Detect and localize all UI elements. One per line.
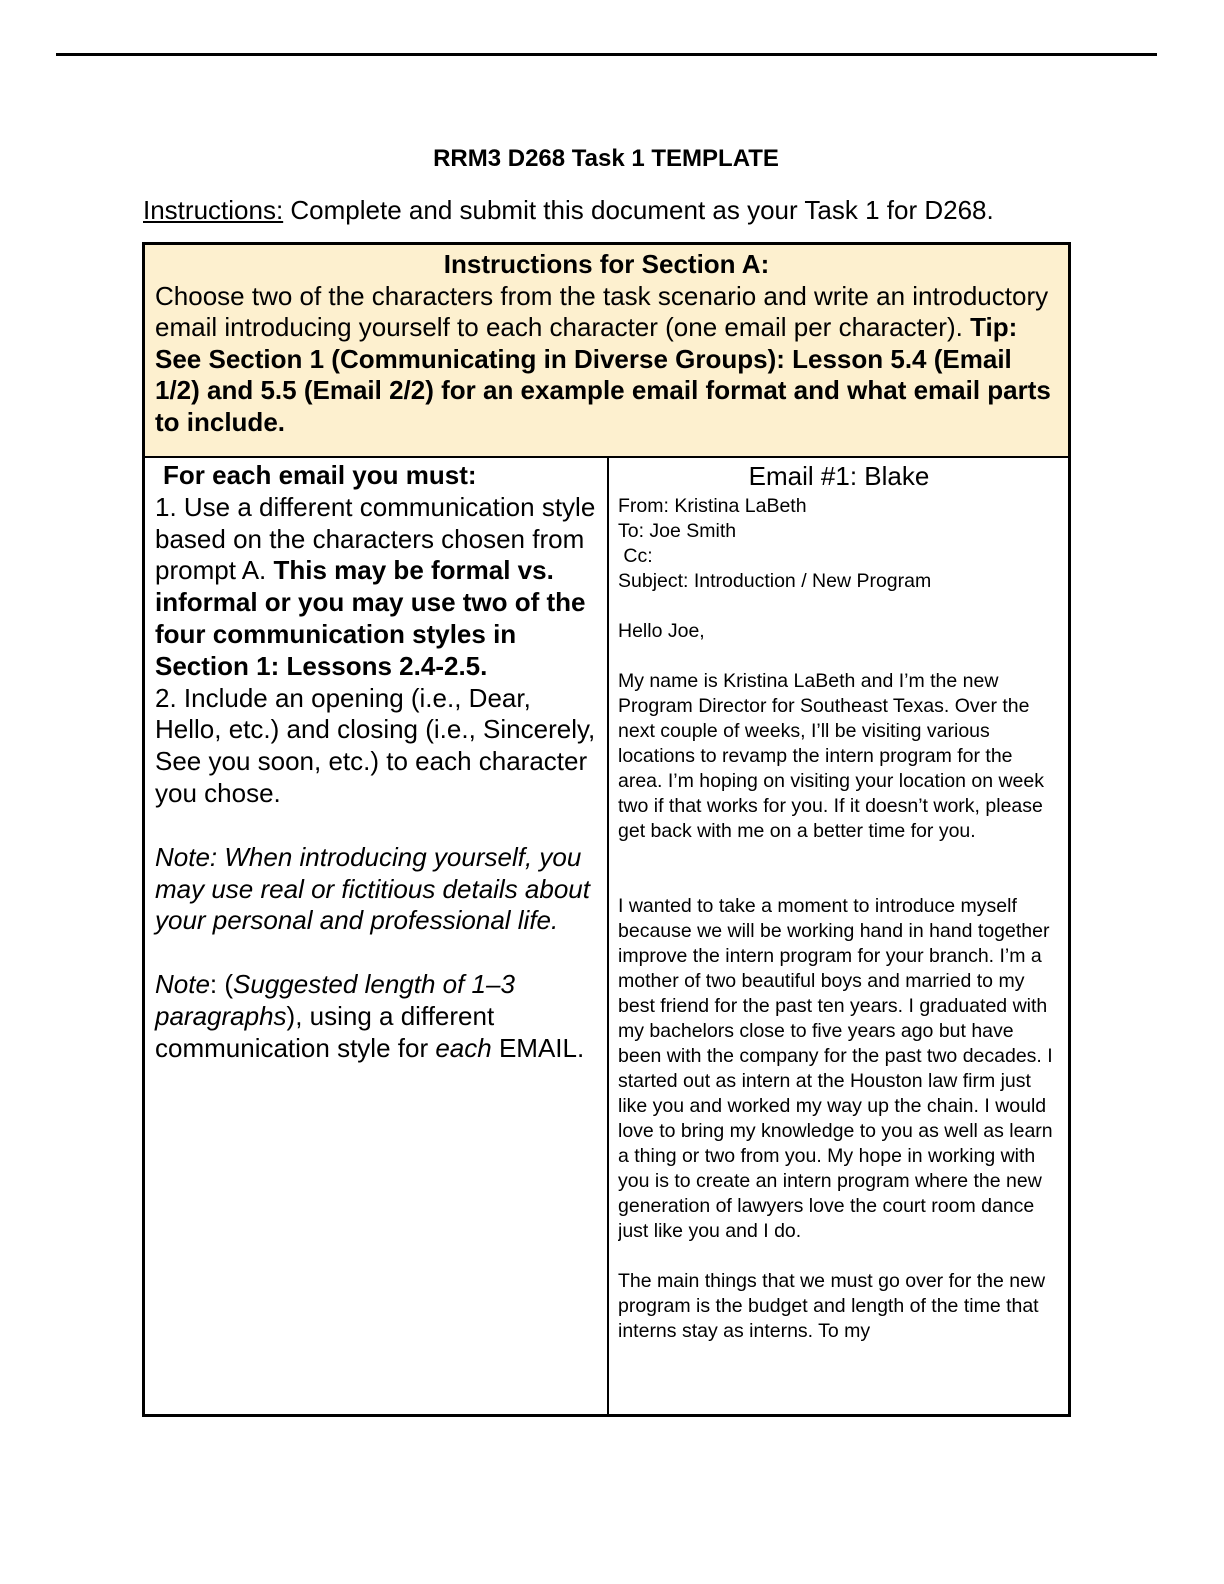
- requirement-item-1: [155, 492, 601, 683]
- email-subject: Subject: Introduction / New Program: [618, 570, 932, 592]
- email-1-cell: [618, 460, 1060, 1412]
- spacer: [618, 844, 1060, 894]
- instructions-text: Complete and submit this document as your Task 1 for D268.: [283, 195, 994, 225]
- section-a-text: [155, 281, 1058, 439]
- requirements-cell: [155, 460, 601, 1065]
- document-title: RRM3 D268 Task 1 TEMPLATE: [433, 145, 779, 172]
- instructions-label: Instructions:: [143, 195, 284, 225]
- spacer: [155, 810, 601, 842]
- email-paragraph-1: My name is Kristina LaBeth and I’m the new Program Director for Southeast Texas. Over the next couple of weeks, I’ll be visiting various locations to revamp the intern program for the area. I’m hoping on visiting your location on week two if that works for you. If it doesn’t work, please get back with me on a better time for you.: [618, 670, 1044, 842]
- spacer: [618, 1244, 1060, 1269]
- spacer: [155, 937, 601, 969]
- header-rule: [56, 53, 1157, 56]
- requirements-heading: For each email you must:: [163, 460, 477, 490]
- section-a-body: Choose two of the characters from the task scenario and write an introductory email introducing yourself to each character (one email per character).: [155, 280, 1049, 343]
- email-greeting: Hello Joe,: [618, 620, 705, 642]
- note-text: ), using a different communication style for: [155, 1000, 495, 1063]
- spacer: [618, 644, 1060, 669]
- note-end: EMAIL.: [491, 1032, 585, 1063]
- note-length: [155, 969, 601, 1064]
- note-introduction: Note: When introducing yourself, you may use real or fictitious details about your personal and professional life.: [155, 841, 590, 936]
- email-to: To: Joe Smith: [618, 520, 737, 542]
- task-table: [142, 242, 1071, 1417]
- note-colon: : (: [209, 969, 234, 1000]
- email-1-body: [618, 494, 1060, 1344]
- section-a-tip: Tip: See Section 1 (Communicating in Diverse Groups): Lesson 5.4 (Email 1/2) and 5.5 (Email 2/2) for an example email format and what email parts to include.: [155, 312, 1051, 437]
- document-instructions: [143, 193, 1103, 227]
- note-suggested-length: Suggested length of 1–3 paragraphs: [155, 969, 515, 1031]
- email-from: From: Kristina LaBeth: [618, 495, 807, 517]
- email-paragraph-3: The main things that we must go over for the new program is the budget and length of the time that interns stay as interns. To my: [618, 1270, 1046, 1342]
- column-divider: [607, 458, 609, 1414]
- note-each: each: [435, 1032, 492, 1063]
- requirement-item-1-text: 1. Use a different communication style based on the characters chosen from prompt A.: [155, 491, 596, 586]
- email-paragraph-2: I wanted to take a moment to introduce myself because we will be working hand in hand together improve the intern program for your branch. I’m a mother of two beautiful boys and married to my best friend for the past ten years. I graduated with my bachelors close to five years ago but have been with the company for the past two decades. I started out as intern at the Houston law firm just like you and worked my way up the chain. I would love to bring my knowledge to you as well as learn a thing or two from you. My hope in working with you is to create an intern program where the new generation of lawyers love the court room dance just like you and I do.: [618, 895, 1053, 1242]
- section-a-instructions: [145, 245, 1068, 458]
- requirement-item-1-bold: This may be formal vs. informal or you may use two of the four communication styles in Section 1: Lessons 2.4-2.5.: [155, 555, 586, 681]
- spacer: [618, 594, 1060, 619]
- section-a-heading: Instructions for Section A:: [443, 249, 770, 279]
- note-label: Note: [155, 969, 210, 1000]
- email-cc: Cc:: [618, 545, 653, 567]
- requirement-item-2: 2. Include an opening (i.e., Dear, Hello, etc.) and closing (i.e., Sincerely, See you soon, etc.) to each character you chose.: [155, 682, 596, 808]
- email-1-title: Email #1: Blake: [748, 461, 930, 491]
